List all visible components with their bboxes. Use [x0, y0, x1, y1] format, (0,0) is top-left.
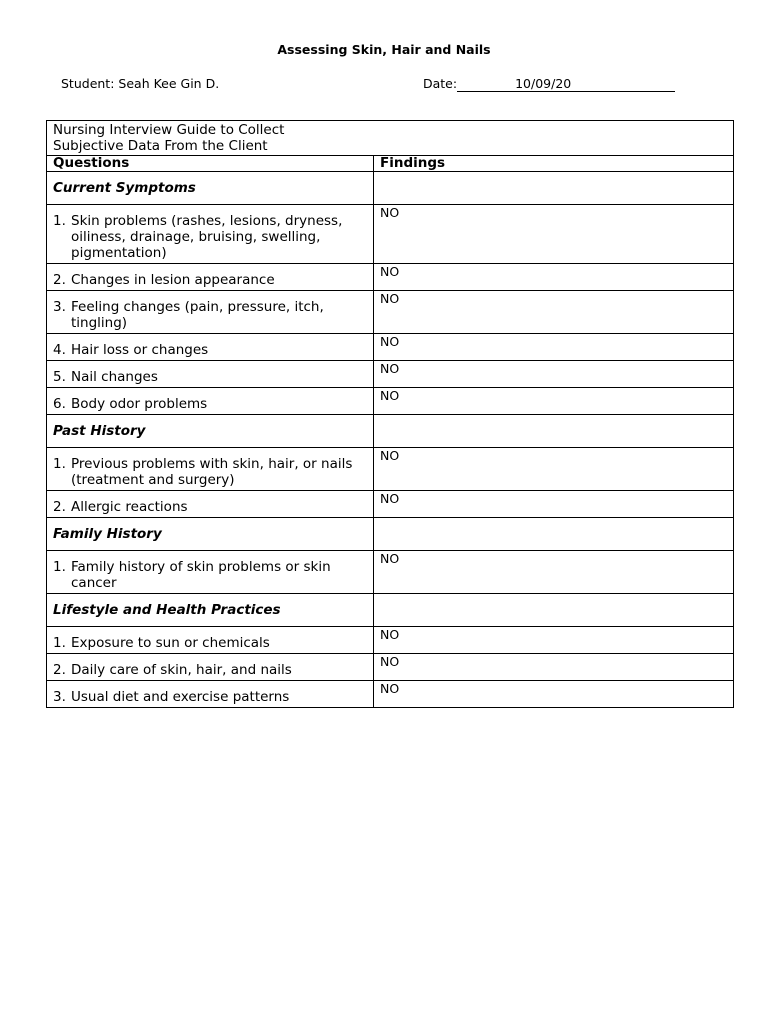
section-findings-cell [374, 415, 734, 448]
finding-cell: NO [374, 681, 734, 708]
question-item [53, 213, 367, 261]
finding-cell: NO [374, 361, 734, 388]
interview-table [46, 120, 734, 708]
section-findings-cell [374, 594, 734, 627]
question-cell [47, 264, 374, 291]
question-cell [47, 448, 374, 491]
question-text: Usual diet and exercise patterns [71, 689, 290, 705]
question-item [53, 689, 367, 705]
question-cell [47, 205, 374, 264]
section-header-row [47, 518, 734, 551]
table-title-line: Subjective Data From the Client [53, 138, 268, 154]
question-row [47, 334, 734, 361]
finding-cell: NO [374, 627, 734, 654]
finding-cell: NO [374, 491, 734, 518]
student-field [61, 76, 219, 91]
finding-cell: NO [374, 551, 734, 594]
finding-cell: NO [374, 654, 734, 681]
column-header-questions: Questions [47, 156, 374, 172]
section-title: Past History [47, 415, 374, 448]
question-text: Daily care of skin, hair, and nails [71, 662, 292, 678]
question-item [53, 369, 367, 385]
question-item [53, 559, 367, 591]
section-header-row [47, 415, 734, 448]
question-text: Nail changes [71, 369, 158, 385]
question-row [47, 681, 734, 708]
question-cell [47, 627, 374, 654]
question-item [53, 456, 367, 488]
finding-cell: NO [374, 291, 734, 334]
question-item [53, 662, 367, 678]
section-findings-cell [374, 518, 734, 551]
finding-cell: NO [374, 205, 734, 264]
question-row [47, 264, 734, 291]
question-cell [47, 654, 374, 681]
question-number: 1. [53, 456, 66, 472]
question-row [47, 627, 734, 654]
question-cell [47, 291, 374, 334]
question-item [53, 396, 367, 412]
question-cell [47, 491, 374, 518]
date-value: 10/09/20 [457, 77, 675, 92]
question-cell [47, 551, 374, 594]
question-text: Family history of skin problems or skin cancer [71, 559, 331, 591]
question-number: 1. [53, 559, 66, 575]
question-row [47, 388, 734, 415]
question-text: Body odor problems [71, 396, 208, 412]
date-field [423, 76, 675, 92]
column-header-findings: Findings [374, 156, 734, 172]
question-number: 1. [53, 635, 66, 651]
question-row [47, 551, 734, 594]
question-number: 2. [53, 662, 66, 678]
column-header-row [47, 156, 734, 172]
question-number: 3. [53, 689, 66, 705]
question-number: 6. [53, 396, 66, 412]
section-title: Family History [47, 518, 374, 551]
question-number: 3. [53, 299, 66, 315]
table-title-row [47, 121, 734, 156]
question-text: Allergic reactions [71, 499, 188, 515]
question-row [47, 491, 734, 518]
date-label: Date: [423, 76, 458, 91]
question-cell [47, 334, 374, 361]
student-label: Student: [61, 76, 115, 91]
student-name: Seah Kee Gin D. [118, 76, 220, 91]
question-item [53, 299, 367, 331]
question-item [53, 342, 367, 358]
document-title: Assessing Skin, Hair and Nails [277, 42, 491, 57]
table-title-line: Nursing Interview Guide to Collect [53, 122, 285, 138]
finding-cell: NO [374, 448, 734, 491]
question-item [53, 635, 367, 651]
question-item [53, 272, 367, 288]
question-text: Changes in lesion appearance [71, 272, 275, 288]
question-number: 1. [53, 213, 66, 229]
question-number: 2. [53, 272, 66, 288]
question-row [47, 448, 734, 491]
question-number: 4. [53, 342, 66, 358]
finding-cell: NO [374, 264, 734, 291]
question-cell [47, 388, 374, 415]
section-title: Lifestyle and Health Practices [47, 594, 374, 627]
question-cell [47, 361, 374, 388]
question-row [47, 291, 734, 334]
finding-cell: NO [374, 334, 734, 361]
finding-cell: NO [374, 388, 734, 415]
section-findings-cell [374, 172, 734, 205]
section-title: Current Symptoms [47, 172, 374, 205]
question-row [47, 361, 734, 388]
question-text: Feeling changes (pain, pressure, itch, tingling) [71, 299, 324, 331]
question-cell [47, 681, 374, 708]
question-row [47, 654, 734, 681]
question-text: Skin problems (rashes, lesions, dryness, oiliness, drainage, bruising, swelling, pigmentation) [71, 213, 343, 261]
question-number: 2. [53, 499, 66, 515]
question-text: Previous problems with skin, hair, or nails (treatment and surgery) [71, 456, 353, 488]
table-title [47, 121, 734, 156]
question-text: Hair loss or changes [71, 342, 209, 358]
question-number: 5. [53, 369, 66, 385]
section-header-row [47, 172, 734, 205]
question-text: Exposure to sun or chemicals [71, 635, 270, 651]
question-item [53, 499, 367, 515]
section-header-row [47, 594, 734, 627]
question-row [47, 205, 734, 264]
